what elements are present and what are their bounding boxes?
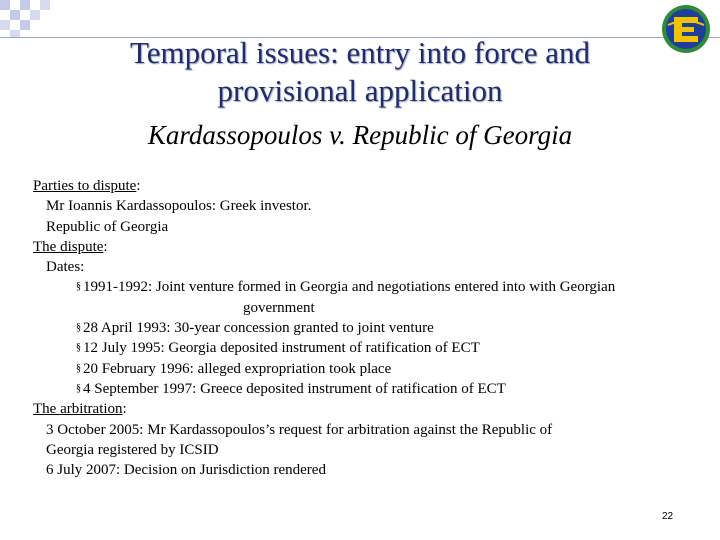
parties-colon: : (136, 178, 141, 194)
page-number: 22 (662, 511, 674, 522)
date-item-1 (33, 277, 703, 297)
title-line-2: provisional application (217, 73, 503, 108)
slide-body (33, 176, 703, 480)
date-item-1-continuation: government (243, 299, 315, 316)
date-item-text: 28 April 1993: 30-year concession granted to joint venture (83, 320, 434, 337)
arbitration-line-1: 3 October 2005: Mr Kardassopoulos’s request for arbitration against the Republic of (46, 421, 553, 438)
bullet-icon: § (76, 281, 81, 293)
arbitration-heading: The arbitration (33, 401, 123, 418)
slide-title (60, 34, 660, 110)
parties-heading: Parties to dispute (33, 178, 137, 194)
party-1: Mr Ioannis Kardassopoulos: Greek investor. (46, 198, 312, 215)
bullet-icon: § (76, 382, 81, 394)
date-item-2 (33, 318, 703, 338)
dispute-heading-line (33, 237, 703, 257)
dispute-colon: : (103, 238, 108, 255)
title-line-1: Temporal issues: entry into force and (129, 35, 591, 70)
bullet-icon: § (76, 322, 81, 334)
date-item-3 (33, 338, 703, 358)
arbitration-line-2: Georgia registered by ICSID (46, 441, 219, 458)
arbitration-line-3: 6 July 2007: Decision on Jurisdiction rendered (46, 462, 326, 479)
case-subtitle: Kardassopoulos v. Republic of Georgia (147, 120, 573, 150)
date-item-text: 1991-1992: Joint venture formed in Georgia and negotiations entered into with Georgian (83, 279, 616, 296)
dispute-heading: The dispute (33, 238, 104, 255)
parties-heading-line (33, 176, 703, 196)
bullet-icon: § (76, 342, 81, 354)
arbitration-heading-line (33, 399, 703, 419)
date-item-text: 4 September 1997: Greece deposited instrument of ratification of ECT (83, 380, 506, 397)
date-item-text: 12 July 1995: Georgia deposited instrument of ratification of ECT (83, 340, 480, 357)
date-item-5 (33, 379, 703, 399)
arbitration-colon: : (122, 401, 127, 418)
date-item-4 (33, 359, 703, 379)
organization-logo (660, 3, 712, 55)
party-2: Republic of Georgia (46, 218, 169, 235)
dates-label: Dates: (46, 259, 85, 276)
date-item-text: 20 February 1996: alleged expropriation took place (83, 360, 392, 377)
bullet-icon: § (76, 362, 81, 374)
